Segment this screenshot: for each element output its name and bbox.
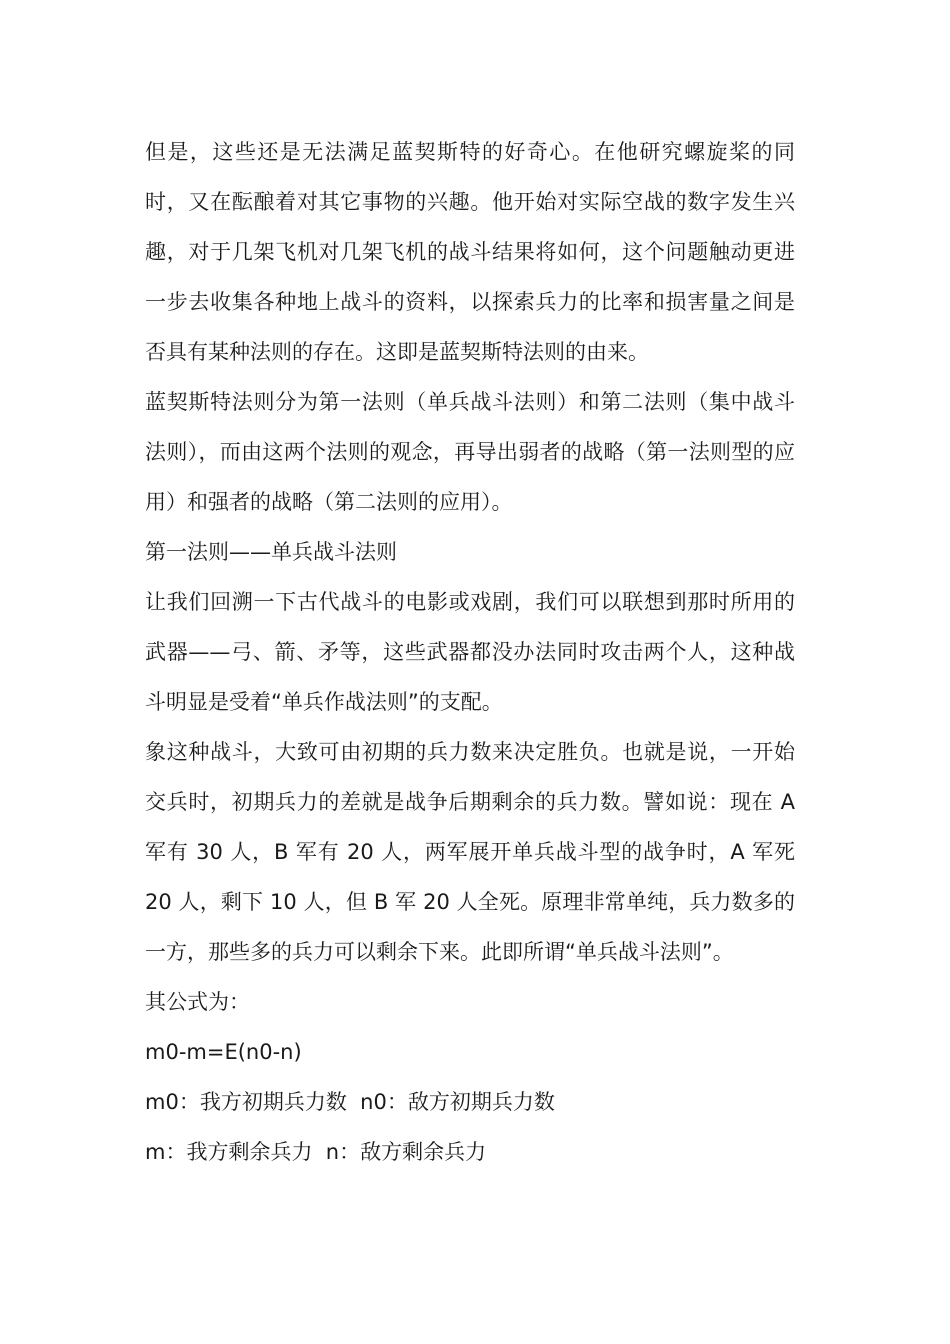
paragraph-lanchester-laws-overview: 蓝契斯特法则分为第一法则（单兵战斗法则）和第二法则（集中战斗法则），而由这两个法则的观念，再导出弱者的战略（第一法则型的应用）和强者的战略（第二法则的应用）。 xyxy=(145,390,795,514)
formula: m0-m=E(n0-n) xyxy=(145,1040,302,1064)
formula-intro: 其公式为： xyxy=(145,990,250,1014)
paragraph-ancient-weapons: 让我们回溯一下古代战斗的电影或戏剧，我们可以联想到那时所用的武器——弓、箭、矛等，这些武器都没办法同时攻击两个人，这种战斗明显是受着“单兵作战法则”的支配。 xyxy=(145,590,795,714)
document-body xyxy=(145,127,795,1177)
formula-definition-remaining: m：我方剩余兵力 n：敌方剩余兵力 xyxy=(145,1140,487,1164)
formula-definition-initial: m0：我方初期兵力数 n0：敌方初期兵力数 xyxy=(145,1090,555,1114)
paragraph-first-law-example: 象这种战斗，大致可由初期的兵力数来决定胜负。也就是说，一开始交兵时，初期兵力的差就是战争后期剩余的兵力数。譬如说：现在 A 军有 30 人，B 军有 20 人，两军展开单兵战斗型的战争时，A 军死 20 人，剩下 10 人，但 B 军 20 人全死。原理非常单纯，兵力数多的一方，那些多的兵力可以剩余下来。此即所谓“单兵战斗法则”。 xyxy=(145,740,795,964)
section-heading-first-law: 第一法则——单兵战斗法则 xyxy=(145,540,397,564)
paragraph-lanchester-curiosity: 但是，这些还是无法满足蓝契斯特的好奇心。在他研究螺旋桨的同时，又在酝酿着对其它事物的兴趣。他开始对实际空战的数字发生兴趣，对于几架飞机对几架飞机的战斗结果将如何，这个问题触动更进一步去收集各种地上战斗的资料，以探索兵力的比率和损害量之间是否具有某种法则的存在。这即是蓝契斯特法则的由来。 xyxy=(145,140,795,364)
